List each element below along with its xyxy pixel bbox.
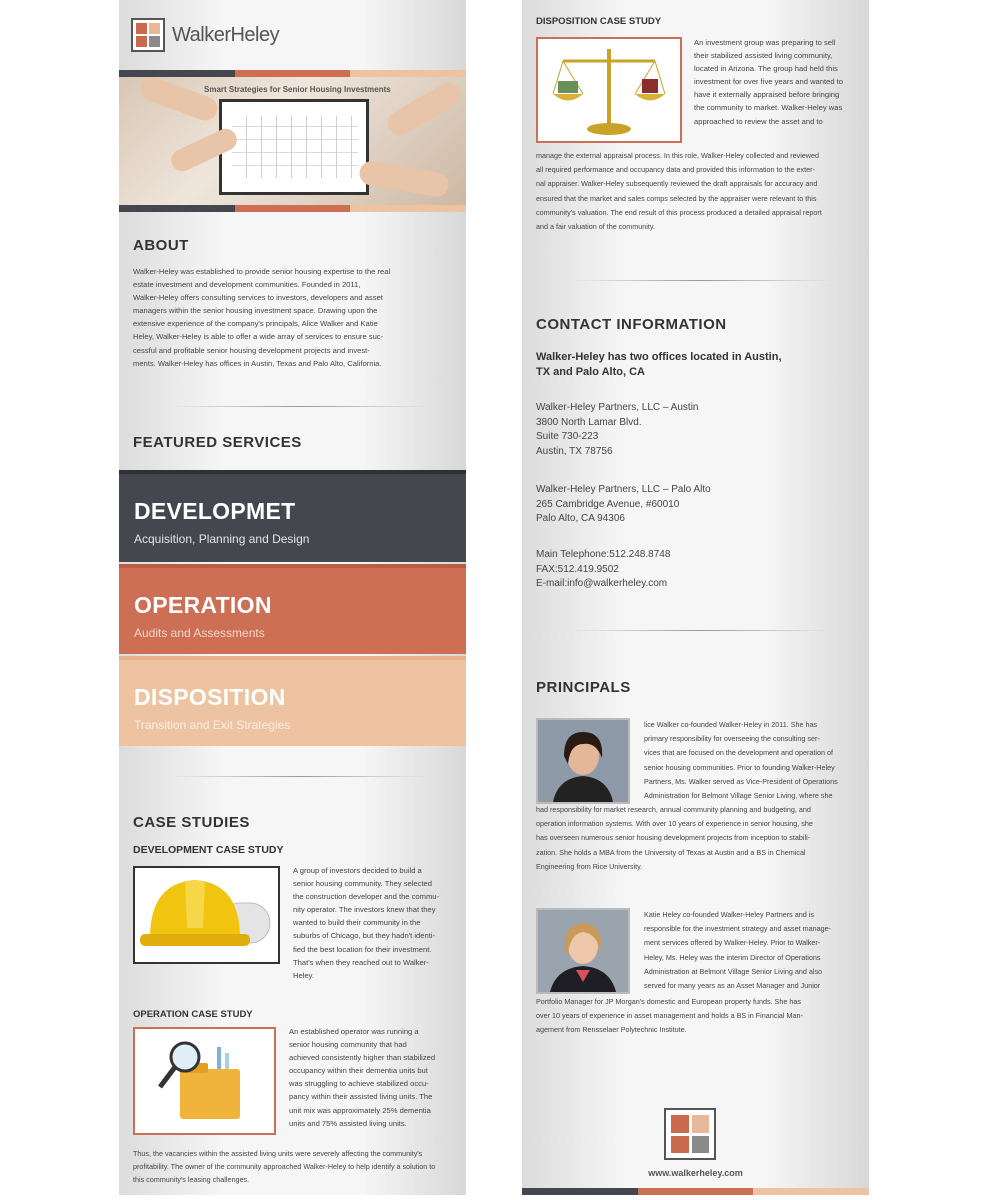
divider (572, 630, 832, 631)
left-panel (119, 0, 466, 1195)
alice-walker-bio-continued: had responsibility for market research, annual community planning and budgeting, and operation information systems. With over 10 years of experience in senior housing, she has overseen numerous senior housing development projects from inception to stabili- zation. She holds a MBA from the University of Texas at Austin and a BS in Chemical Engineering from Rice University. (536, 805, 813, 871)
footer-logo-icon[interactable] (664, 1108, 716, 1160)
email-link[interactable]: E-mail:info@walkerheley.com (536, 578, 668, 589)
service-title: OPERATION (134, 592, 272, 618)
service-operation[interactable] (119, 564, 466, 654)
katie-heley-photo (536, 908, 630, 994)
service-subtitle: Acquisition, Planning and Design (134, 532, 310, 546)
magnifier-folder-image (133, 1027, 276, 1135)
disposition-case-text: An investment group was preparing to sell their stabilized assisted living community, located in Arizona. The group had held this investment for over five years and wanted to have it externally appraised before bringing the community to market. Walker-Heley was approached to review the asset and to (694, 38, 843, 126)
contact-intro: Walker-Heley has two offices located in Austin, TX and Palo Alto, CA (536, 351, 782, 378)
palo-alto-address: Walker-Heley Partners, LLC – Palo Alto 265 Cambridge Avenue, #60010 Palo Alto, CA 94306 (536, 484, 711, 524)
principals-heading: PRINCIPALS (536, 679, 631, 696)
about-text: Walker-Heley was established to provide senior housing expertise to the real estate investment and development communities. Founded in 2011, Walker-Heley offers consulting services to investors, developers and asset managers within the senior housing investment space. Drawing upon the extensive experience of the company's principals, Alice Walker and Katie Heley, Walker-Heley is able to offer a wide array of services to ensure suc- cessful and profitable senior housing development projects and invest- ments. Walker-Heley has offices in Austin, Texas and Palo Alto, California. (133, 267, 391, 368)
operation-case-title: OPERATION CASE STUDY (133, 1009, 253, 1020)
service-title: DEVELOPMET (134, 498, 296, 524)
divider (169, 406, 429, 407)
katie-heley-bio-continued: Portfolio Manager for JP Morgan's domestic and European property funds. She has over 10 years of experience in asset management and holds a BS in Financial Man- agement from Rensselaer Polytechnic Institute. (536, 997, 803, 1035)
austin-address: Walker-Heley Partners, LLC – Austin 3800 North Lamar Blvd. Suite 730-223 Austin, TX 78756 (536, 402, 699, 457)
color-stripe (119, 70, 466, 77)
development-case-text: A group of investors decided to build a senior housing community. They selected the construction developer and the commu- nity operator. The investors knew that they wanted to build their community in the suburbs of Chicago, but they hadn't identi- fied the best location for their investment. That's when they reached out to Walker- Heley. (293, 866, 440, 980)
divider (169, 776, 429, 777)
katie-heley-bio: Katie Heley co-founded Walker-Heley Partners and is responsible for the investment strategy and asset manage- ment services offered by Walker-Heley. Prior to Walker- Heley, Ms. Heley was the interim Director of Operations Administration at Belmont Village Senior Living and also served for many years as an Asset Manager and Junior (644, 910, 831, 991)
header-logo[interactable] (131, 18, 279, 52)
services-heading: FEATURED SERVICES (133, 434, 302, 451)
service-development[interactable] (119, 470, 466, 562)
operation-case-continued: Thus, the vacancies within the assisted living units were severely affecting the community's profitability. The owner of the community approached Walker-Heley to help identify a solution to this community's leasing challenges. (133, 1149, 436, 1185)
website-link[interactable]: www.walkerheley.com (648, 1168, 743, 1178)
operation-case-text: An established operator was running a senior housing community that had achieved consistently higher than stabilized occupancy within their dementia units but was struggling to achieve stabilized occu- pancy within their assisted living units. The unit mix was approximately 25% dementia units and 75% assisted living units. (289, 1027, 436, 1128)
case-studies-heading: CASE STUDIES (133, 814, 250, 831)
scales-image (536, 37, 682, 143)
disposition-case-title: DISPOSITION CASE STUDY (536, 16, 662, 27)
alice-walker-photo (536, 718, 630, 804)
service-subtitle: Transition and Exit Strategies (134, 718, 291, 732)
divider (572, 280, 832, 281)
development-case-title: DEVELOPMENT CASE STUDY (133, 844, 284, 856)
about-heading: ABOUT (133, 237, 189, 254)
telephone[interactable]: Main Telephone:512.248.8748 (536, 549, 671, 560)
disposition-case-continued: manage the external appraisal process. In this role, Walker-Heley collected and reviewed all required performance and occupancy data and provided this information to the exter- nal appraiser. Walker-Heley subsequently reviewed the draft appraisals for accuracy and ensured that the market and sales comps selected by the appraiser were relevant to this community's valuation. The end result of this process produced a detailed appraisal report and a fair valuation of the community. (536, 151, 822, 232)
color-stripe-bottom (119, 205, 466, 212)
service-title: DISPOSITION (134, 684, 286, 710)
blueprint-board (219, 99, 369, 195)
service-subtitle: Audits and Assessments (134, 626, 265, 640)
service-disposition[interactable] (119, 656, 466, 746)
right-panel (522, 0, 869, 1195)
hard-hat-image (133, 866, 280, 964)
hero-tagline: Smart Strategies for Senior Housing Investments (204, 85, 391, 94)
brand-name: WalkerHeley (172, 23, 280, 46)
logo-mark-icon (131, 18, 165, 52)
contact-numbers (536, 548, 670, 592)
alice-walker-bio: lice Walker co-founded Walker-Heley in 2011. She has primary responsibility for overseeing the consulting ser- vices that are focused on the development and operation of senior housing communities. Prior to founding Walker-Heley Partners, Ms. Walker served as Vice-President of Operations Administration for Belmont Village Senior Living, where she (644, 720, 838, 801)
hero-image (119, 77, 466, 205)
fax: FAX:512.419.9502 (536, 563, 619, 575)
footer-stripe (522, 1188, 869, 1195)
contact-heading: CONTACT INFORMATION (536, 316, 727, 333)
